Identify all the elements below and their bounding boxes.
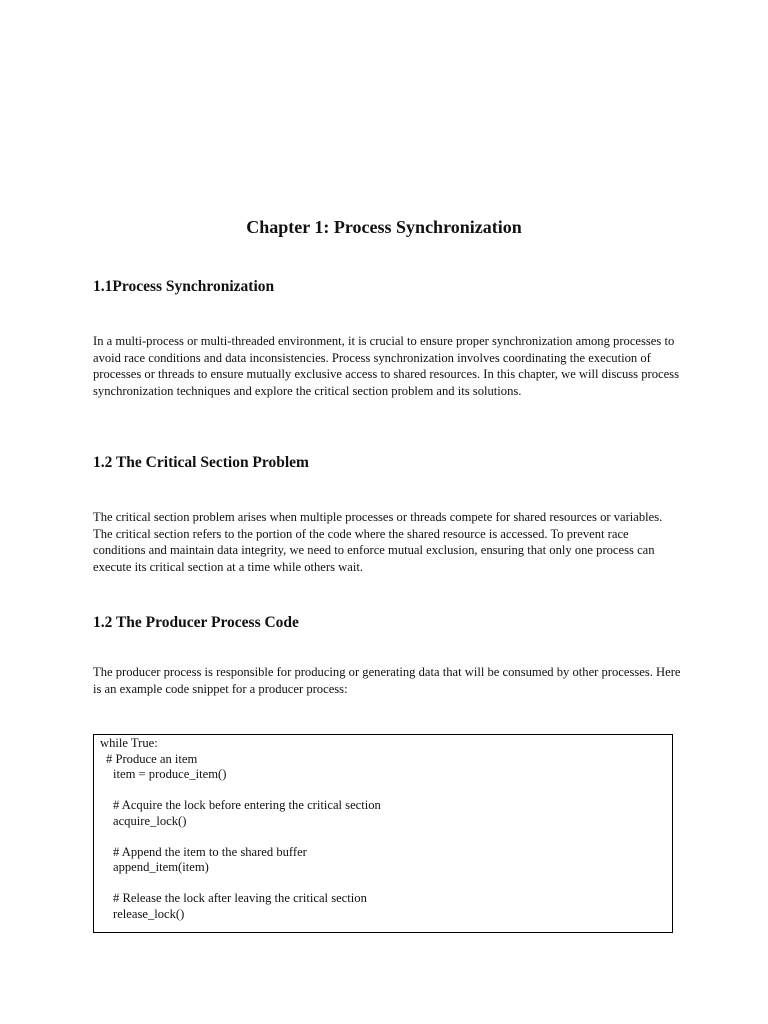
code-line: while True: (100, 736, 158, 750)
code-line-blank (100, 783, 666, 799)
code-line-blank (100, 876, 666, 892)
section-paragraph-1-1: In a multi-process or multi-threaded environment, it is crucial to ensure proper synchronization among processes to avoid race conditions and data inconsistencies. Process synchronization involves coordinating the execution of processes or threads to ensure mutually exclusive access to shared resources. In this chapter, we will discuss process synchronization techniques and explore the critical section problem and its solutions. (93, 334, 679, 398)
section-paragraph-1-2-producer: The producer process is responsible for producing or generating data that will be consumed by other processes. Here is an example code snippet for a producer process: (93, 665, 681, 696)
code-line: # Produce an item (106, 751, 198, 766)
section-paragraph-1-2-critical: The critical section problem arises when multiple processes or threads compete for shared resources or variables. The critical section refers to the portion of the code where the shared resource is accessed. To prevent race conditions and maintain data integrity, we need to enforce mutual exclusion, ensuring that only one process can execute its critical section at a time while others wait. (93, 510, 663, 574)
code-line-blank (100, 829, 666, 845)
code-line: item = produce_item() (113, 767, 227, 781)
code-line: append_item(item) (113, 860, 209, 874)
section-heading-1-2-critical: 1.2 The Critical Section Problem (93, 454, 309, 471)
code-line: release_lock() (113, 906, 185, 921)
code-snippet-box (93, 734, 673, 933)
code-line: # Acquire the lock before entering the critical section (113, 798, 381, 812)
section-heading-1-2-producer: 1.2 The Producer Process Code (93, 614, 299, 631)
code-line: acquire_lock() (113, 813, 187, 828)
chapter-title: Chapter 1: Process Synchronization (246, 217, 522, 237)
code-line: # Append the item to the shared buffer (113, 844, 307, 859)
code-line: # Release the lock after leaving the critical section (113, 891, 367, 905)
section-heading-1-1: 1.1Process Synchronization (93, 278, 275, 295)
